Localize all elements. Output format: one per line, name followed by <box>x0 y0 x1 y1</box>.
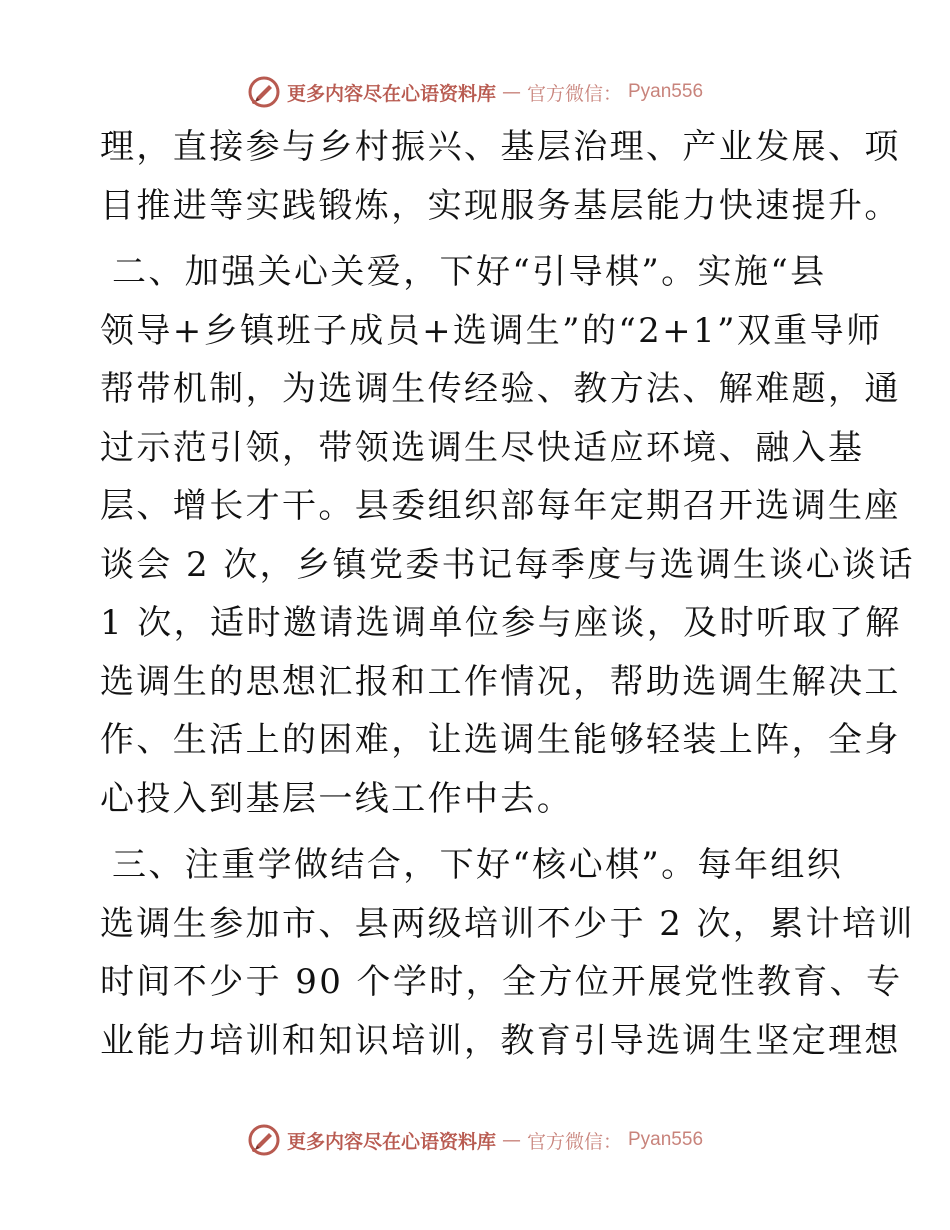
watermark-separator: — <box>501 81 521 103</box>
document-body <box>100 118 915 1070</box>
paragraph <box>100 243 915 828</box>
watermark-wechat-id: Pyan556 <box>628 81 704 102</box>
section-heading-line: 二、加强关心关爱，下好“引导棋”。实施“县 <box>112 252 827 292</box>
watermark-official-label: 官方微信： <box>526 82 622 105</box>
text-line: 帮带机制，为选调生传经验、教方法、解难题，通 <box>100 369 901 409</box>
text-line: 层、增长才干。县委组织部每年定期召开选调生座 <box>100 486 901 526</box>
text-line: 1 次，适时邀请选调单位参与座谈，及时听取了解 <box>100 603 902 643</box>
pen-logo-icon <box>247 1123 281 1157</box>
section-heading-line: 三、注重学做结合，下好“核心棋”。每年组织 <box>112 845 844 885</box>
text-line: 选调生的思想汇报和工作情况，帮助选调生解决工 <box>100 661 901 702</box>
text-line: 心投入到基层一线工作中去。 <box>100 778 574 819</box>
text-line: 选调生参加市、县两级培训不少于 2 次，累计培训 <box>100 903 915 944</box>
text-line: 业能力培训和知识培训，教育引导选调生坚定理想 <box>100 1020 901 1061</box>
footer-watermark <box>0 1120 950 1160</box>
text-line: 过示范引领，带领选调生尽快适应环境、融入基 <box>100 427 865 468</box>
text-line: 时间不少于 90 个学时，全方位开展党性教育、专 <box>100 962 903 1002</box>
paragraph <box>100 836 915 1070</box>
text-line: 理，直接参与乡村振兴、基层治理、产业发展、项 <box>100 127 901 167</box>
watermark-separator: — <box>501 1129 521 1151</box>
header-watermark <box>0 72 950 112</box>
text-line: 作、生活上的困难，让选调生能够轻装上阵，全身 <box>100 720 901 760</box>
text-line: 领导+乡镇班子成员+选调生”的“2+1”双重导师 <box>100 310 883 351</box>
watermark-wechat-id: Pyan556 <box>628 1129 704 1150</box>
watermark-official-label: 官方微信： <box>526 1130 622 1153</box>
watermark-brand: 更多内容尽在心语资料库 <box>286 1130 496 1153</box>
text-line: 谈会 2 次，乡镇党委书记每季度与选调生谈心谈话 <box>100 544 915 585</box>
pen-logo-icon <box>247 75 281 109</box>
watermark-brand: 更多内容尽在心语资料库 <box>286 82 496 105</box>
text-line: 目推进等实践锻炼，实现服务基层能力快速提升。 <box>100 185 901 226</box>
paragraph <box>100 118 901 235</box>
